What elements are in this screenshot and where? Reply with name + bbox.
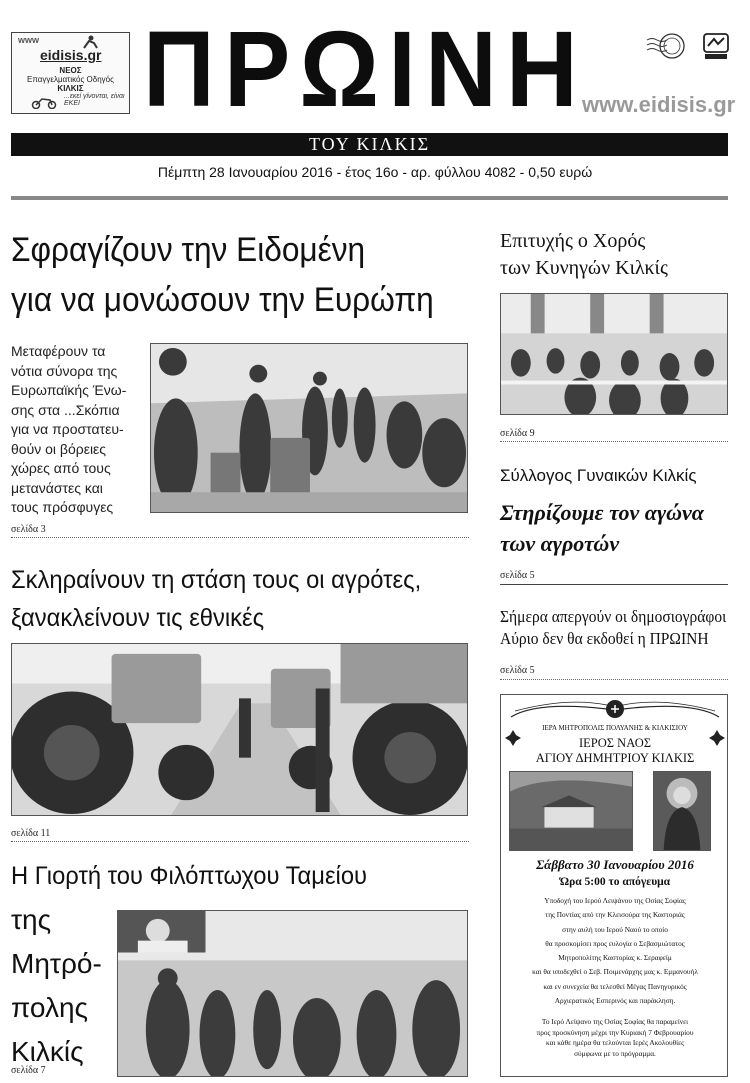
event-footer [501, 1017, 729, 1059]
postage-stamp-icon [646, 32, 688, 60]
police-border-photo[interactable] [150, 343, 468, 513]
site-url[interactable]: www.eidisis.gr [582, 92, 736, 117]
motorbike-icon [30, 95, 58, 109]
journalists-headline-line-2: Αύριο δεν θα εκδοθεί η ΠΡΩΙΝΗ [500, 629, 709, 648]
hunters-photo-image [501, 294, 727, 414]
event-body-line: και εν συνεχεία θα τελεσθεί Μέγας Πανηγυρικός [543, 981, 687, 991]
hunters-headline[interactable] [500, 228, 728, 282]
journalists-headline[interactable] [500, 606, 727, 650]
hunters-headline-line-1: Επιτυχής ο Χορός [500, 230, 646, 252]
main-divider [11, 537, 469, 538]
farmers-headline-line-2: ξανακλείνουν τις εθνικές [11, 604, 265, 632]
event-body-line: Αρχιερατικός Εσπερινός και παράκληση. [554, 996, 676, 1006]
main-headline-line-2: για να μονώσουν την Ευρώπη [11, 281, 434, 319]
lede-line: σης στα ...Σκόπια [11, 401, 120, 418]
farmers-headline[interactable] [11, 561, 448, 637]
tractors-photo[interactable] [11, 643, 468, 816]
event-body-line: της Ποντίας από την Κλεισούρα της Καστοριάς [545, 910, 685, 920]
event-date: Σάββατο 30 Ιανουαρίου 2016 [536, 857, 694, 872]
tractors-photo-image [12, 644, 467, 815]
women-headline-line-1: Στηρίζουμε τον αγώνα [500, 500, 704, 525]
fund-event-photo[interactable] [117, 910, 468, 1077]
hunters-headline-line-2: των Κυνηγών Κιλκίς [500, 257, 668, 279]
lede-line: θούν οι βόρειες [11, 440, 107, 457]
ad-line-2: Επαγγελματικός Οδηγός [27, 75, 114, 84]
event-footer-line: σύμφωνα με το πρόγραμμα. [574, 1048, 656, 1058]
main-headline-line-1: Σφραγίζουν την Ειδομένη [11, 231, 366, 269]
main-lede [11, 342, 141, 518]
event-church-line-2: ΑΓΙΟΥ ΔΗΜΗΤΡΙΟΥ ΚΙΛΚΙΣ [535, 751, 695, 765]
event-body [501, 894, 729, 1008]
journalists-headline-line-1: Σήμερα απεργούν οι δημοσιογράφοι [500, 607, 727, 626]
event-body-line: θα προσκομίσει προς ευλογία ο Σεβασμιώτατος [545, 938, 685, 948]
journalists-divider [500, 679, 728, 680]
masthead-subtitle: ΤΟΥ ΚΙΛΚΙΣ [11, 133, 728, 156]
police-photo-image [151, 344, 467, 512]
ad-logo-text: eidisis.gr [40, 47, 102, 63]
farmers-headline-line-1: Σκληραίνουν τη στάση τους οι αγρότες, [11, 566, 422, 594]
event-church-line-1: ΙΕΡΟΣ ΝΑΟΣ [578, 736, 652, 750]
event-footer-line: Το Ιερό Λείψανο της Οσίας Σοφίας θα παραμείνει [541, 1017, 689, 1026]
dateline: Πέμπτη 28 Ιανουαρίου 2016 - έτος 16ο - αρ. φύλλου 4082 - 0,50 ευρώ [157, 164, 593, 180]
hunters-dance-photo[interactable] [500, 293, 728, 415]
fund-col-line: Μητρό- [11, 948, 102, 979]
fund-page-ref[interactable]: σελίδα 7 [11, 1065, 46, 1076]
monastery-photo-image [510, 772, 632, 850]
lede-line: για να προστατευ- [11, 421, 124, 437]
event-body-line: Μητροπολίτης Καστορίας κ. Σεραφείμ [558, 953, 672, 963]
farmers-divider [11, 841, 469, 842]
event-footer-line: και κάθε ημέρα θα τελούνται Ιερές Ακολουθίες [545, 1038, 685, 1047]
fund-headline-column[interactable] [11, 898, 121, 1074]
fund-col-line: πολης [11, 992, 89, 1023]
farmers-page-ref[interactable]: σελίδα 11 [11, 828, 51, 839]
church-event-notice[interactable] [500, 694, 728, 1077]
event-body-line: Υποδοχή του Ιερού Λειψάνου της Οσίας Σοφίας [544, 896, 686, 905]
main-page-ref[interactable]: σελίδα 3 [11, 524, 46, 535]
event-time: Ώρα 5:00 το απόγευμα [559, 876, 671, 888]
ad-www-text: www [18, 35, 40, 45]
event-body-line: και θα υποδεχθεί ο Σεβ. Ποιμενάρχης μας κ. Εμμανουήλ [532, 967, 698, 977]
women-headline[interactable] [500, 497, 728, 559]
lede-line: νότια σύνορα της [11, 362, 118, 379]
women-kicker: Σύλλογος Γυναικών Κιλκίς [500, 466, 697, 485]
eidisis-ad-box[interactable] [11, 32, 130, 114]
fund-headline[interactable] [11, 857, 448, 895]
header-divider [11, 196, 728, 200]
event-metropolis: ΙΕΡΑ ΜΗΤΡΟΠΟΛΙΣ ΠΟΛΥΑΝΗΣ & ΚΙΛΚΙΣΙΟΥ [542, 724, 688, 732]
fund-headline-line-1: Η Γιορτή του Φιλόπτωχου Ταμείου [11, 862, 368, 890]
main-headline[interactable] [11, 225, 448, 325]
monastery-photo[interactable] [509, 771, 633, 851]
lede-line: Μεταφέρουν τα [11, 343, 106, 359]
icon-saint-sophia[interactable] [653, 771, 711, 851]
ad-figure-icon [76, 35, 98, 49]
lede-line: μετανάστες και [11, 479, 103, 496]
lede-line: Ευρωπαϊκής Ένω- [11, 382, 127, 398]
hunters-divider [500, 441, 728, 442]
ad-line-1: ΝΕΟΣ [59, 66, 82, 75]
fund-col-line: της [11, 904, 52, 935]
event-body-line: στην αυλή του Ιερού Ναού το οποίο [562, 924, 668, 934]
masthead-title: ΠΡΩΙΝΗ [143, 8, 588, 129]
fund-col-line: Κιλκίς [11, 1036, 84, 1067]
lede-line: τους πρόσφυγες [11, 499, 114, 515]
ad-line-3: ΚΙΛΚΙΣ [57, 84, 84, 93]
journalists-page-ref[interactable]: σελίδα 5 [500, 665, 535, 676]
hunters-page-ref[interactable]: σελίδα 9 [500, 428, 535, 439]
lede-line: χώρες από τους [11, 460, 111, 476]
event-footer-line: προς προσκύνηση μέχρι την Κυριακή 7 Φεβρουαρίου [536, 1027, 694, 1037]
saint-icon-image [654, 772, 710, 850]
ornament-top-icon [507, 697, 723, 723]
ad-foot-text: ...εκεί γίνονται, είναι ΕΚΕΙ [64, 93, 125, 107]
elta-logo-icon [702, 32, 730, 60]
women-page-ref[interactable]: σελίδα 5 [500, 570, 535, 581]
fund-photo-image [118, 911, 467, 1076]
women-divider [500, 584, 728, 585]
women-headline-line-2: των αγροτών [500, 531, 620, 556]
